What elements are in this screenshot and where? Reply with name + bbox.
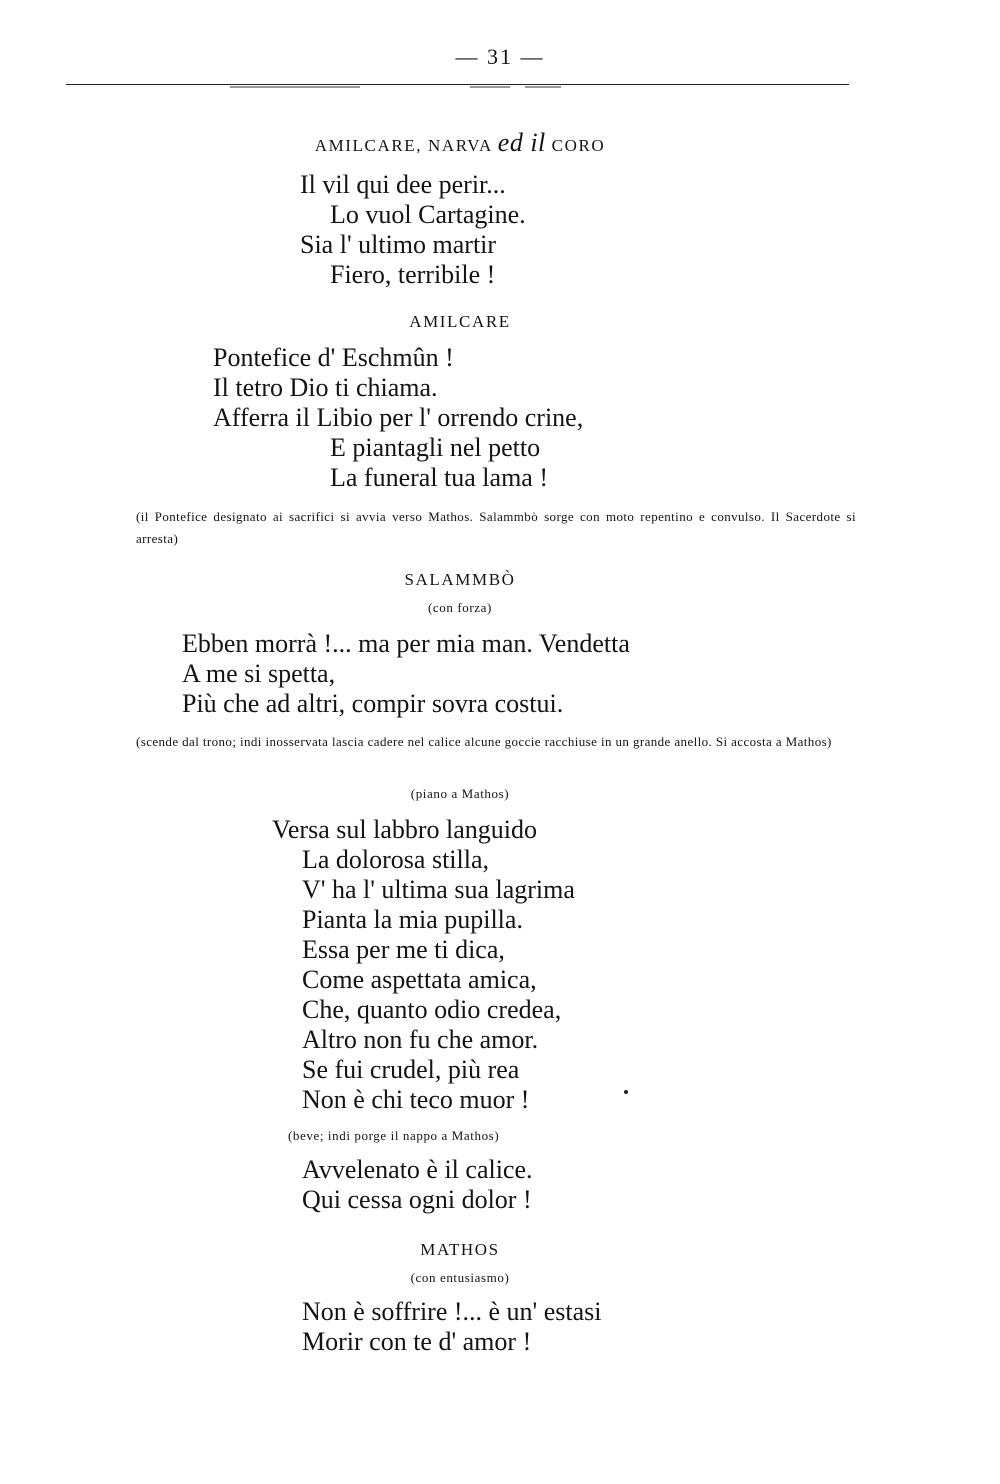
verse-line: Pianta la mia pupilla. xyxy=(302,905,523,934)
verse-line: Lo vuol Cartagine. xyxy=(330,200,526,229)
speaker-heading: AMILCARE xyxy=(409,312,511,331)
verse-line: E piantagli nel petto xyxy=(330,433,541,462)
verse-line: Afferra il Libio per l' orrendo crine, xyxy=(213,403,584,432)
rule-speck xyxy=(230,86,360,88)
speaker-connector: ed il xyxy=(497,128,546,157)
verse-line: Pontefice d' Eschmûn ! xyxy=(213,343,454,372)
verse-line: Sia l' ultimo martir xyxy=(300,230,497,259)
verse-line: Altro non fu che amor. xyxy=(302,1025,539,1054)
stage-direction-short: (con forza) xyxy=(428,600,492,615)
verse-line: Che, quanto odio credea, xyxy=(302,995,562,1024)
header-rule xyxy=(66,84,849,85)
verse-line: Non è chi teco muor ! xyxy=(302,1085,530,1114)
speaker-names: AMILCARE, NARVA xyxy=(314,136,492,155)
ink-speck xyxy=(624,1090,628,1094)
verse-line: Avvelenato è il calice. xyxy=(302,1155,533,1184)
verse-block xyxy=(302,1155,533,1215)
verse-line: Come aspettata amica, xyxy=(302,965,537,994)
speaker-heading: SALAMMBÒ xyxy=(404,570,516,589)
stage-direction: (il Pontefice designato ai sacrifici si avvia verso Mathos. Salammbò sorge con moto repentino e convulso. Il Sacerdote si arresta) xyxy=(136,509,856,546)
verse-block xyxy=(300,170,526,290)
verse-line: La dolorosa stilla, xyxy=(302,845,490,874)
verse-block xyxy=(272,815,575,1115)
verse-block xyxy=(182,629,630,719)
verse-line: Non è soffrire !... è un' estasi xyxy=(302,1297,602,1326)
rule-speck xyxy=(525,86,561,88)
verse-line: Se fui crudel, più rea xyxy=(302,1055,520,1084)
verse-line: Il tetro Dio ti chiama. xyxy=(213,373,438,402)
page-number: — 31 — xyxy=(455,44,545,69)
stage-direction: (scende dal trono; indi inosservata lascia cadere nel calice alcune goccie racchiuse in un grande anello. Si accosta a Mathos) xyxy=(136,734,832,749)
verse-line: A me si spetta, xyxy=(182,659,336,688)
verse-line: La funeral tua lama ! xyxy=(330,463,548,492)
verse-line: Fiero, terribile ! xyxy=(330,260,496,289)
stage-direction-short: (con entusiasmo) xyxy=(410,1270,510,1285)
verse-block xyxy=(302,1297,602,1357)
verse-line: Ebben morrà !... ma per mia man. Vendetta xyxy=(182,629,630,658)
speaker-chorus: CORO xyxy=(551,136,606,155)
verse-line: Essa per me ti dica, xyxy=(302,935,505,964)
speaker-heading: MATHOS xyxy=(420,1240,500,1259)
stage-direction-short: (beve; indi porge il nappo a Mathos) xyxy=(288,1128,500,1143)
verse-line: Versa sul labbro languido xyxy=(272,815,538,844)
verse-line: Il vil qui dee perir... xyxy=(300,170,506,199)
verse-line: Più che ad altri, compir sovra costui. xyxy=(182,689,564,718)
verse-line: V' ha l' ultima sua lagrima xyxy=(302,875,575,904)
verse-line: Qui cessa ogni dolor ! xyxy=(302,1185,532,1214)
stage-direction-short: (piano a Mathos) xyxy=(410,786,510,801)
speaker-heading xyxy=(0,128,920,158)
verse-block xyxy=(213,343,583,493)
rule-speck xyxy=(470,86,510,88)
verse-line: Morir con te d' amor ! xyxy=(302,1327,532,1356)
